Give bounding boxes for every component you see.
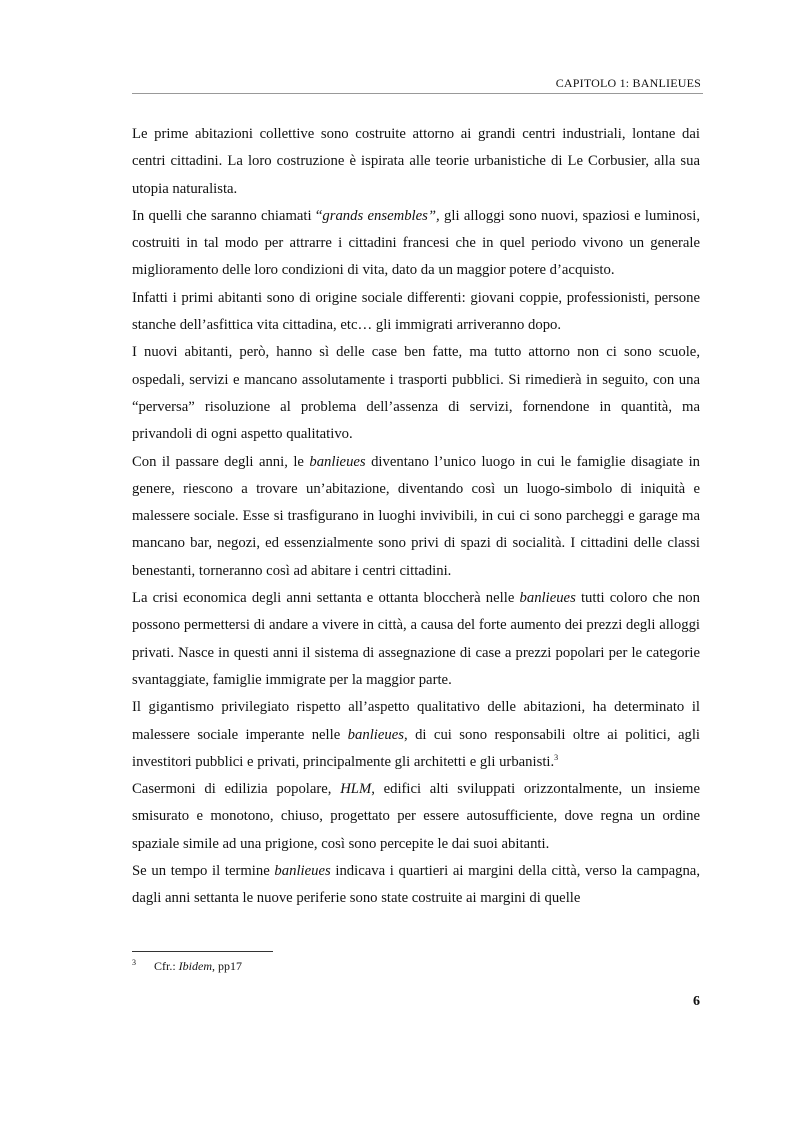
- footnote: 3 Cfr.: Ibidem, pp17: [132, 958, 242, 973]
- paragraph-2: In quelli che saranno chiamati “grands ensembles”, gli alloggi sono nuovi, spaziosi e luminosi, costruiti in tal modo per attrarre i cittadini francesi che in quel periodo vivono un generale miglioramento delle loro condizioni di vita, dato da un maggior potere d’acquisto.: [132, 207, 700, 279]
- body-text: [132, 121, 700, 913]
- paragraph-3: Infatti i primi abitanti sono di origine sociale differenti: giovani coppie, professionisti, persone stanche dell’asfittica vita cittadina, etc… gli immigrati arriveranno dopo.: [132, 289, 700, 334]
- paragraph-8: Casermoni di edilizia popolare, HLM, edifici alti sviluppati orizzontalmente, un insieme smisurato e monotono, chiuso, progettato per essere autosufficiente, dove regna un ordine spaziale simile ad una prigione, così sono percepite le dai suoi abitanti.: [132, 781, 700, 852]
- paragraph-9: Se un tempo il termine banlieues indicava i quartieri ai margini della città, verso la campagna, dagli anni settanta le nuove periferie sono state costruite ai margini di quelle: [132, 863, 700, 907]
- italic-term: HLM: [340, 781, 372, 798]
- italic-term: grands ensembles”,: [322, 207, 440, 224]
- running-header: CAPITOLO 1: BANLIEUES: [555, 76, 701, 90]
- italic-term: banlieues: [347, 726, 404, 743]
- footnote-reference[interactable]: 3: [554, 752, 559, 762]
- italic-term: banlieues: [519, 590, 576, 607]
- italic-term: banlieues: [309, 453, 366, 470]
- page-number: 6: [693, 994, 700, 1009]
- paragraph-5: Con il passare degli anni, le banlieues diventano l’unico luogo in cui le famiglie disagiate in genere, riescono a trovare un’abitazione, diventando così un luogo-simbolo di iniquità e malessere sociale. Esse si trasfigurano in luoghi invivibili, in cui ci sono parcheggi e garage ma mancano bar, negozi, ed essenzialmente sono privi di spazi di socialità. I cittadini delle classi benestanti, torneranno così ad abitare i centri cittadini.: [132, 453, 701, 579]
- header-rule: [132, 93, 703, 94]
- paragraph-4: I nuovi abitanti, però, hanno sì delle case ben fatte, ma tutto attorno non ci sono scuole, ospedali, servizi e mancano assolutamente i trasporti pubblici. Si rimedierà in seguito, con una “perversa” risoluzione al problema dell’assenza di servizi, fornendone in quantità, ma privandoli di ogni aspetto qualitativo.: [132, 344, 700, 443]
- italic-term: banlieues: [274, 863, 331, 880]
- paragraph-1: Le prime abitazioni collettive sono costruite attorno ai grandi centri industriali, lontane dai centri cittadini. La loro costruzione è ispirata alle teorie urbanistiche di Le Corbusier, alla sua utopia naturalista.: [132, 126, 700, 197]
- footnote-rule: [132, 951, 273, 952]
- footnote-number: 3: [132, 958, 136, 967]
- paragraph-6: La crisi economica degli anni settanta e ottanta bloccherà nelle banlieues tutti coloro che non possono permettersi di andare a vivere in città, a causa del forte aumento dei prezzi degli alloggi privati. Nasce in questi anni il sistema di assegnazione di case a prezzi popolari per le categorie svantaggiate, famiglie immigrate per la maggior parte.: [132, 590, 700, 688]
- paragraph-7: Il gigantismo privilegiato rispetto all’aspetto qualitativo delle abitazioni, ha determinato il malessere sociale imperante nelle banlieues, di cui sono responsabili oltre ai politici, agli investitori pubblici e privati, principalmente gli architetti e gli urbanisti.$^3$: [132, 699, 700, 770]
